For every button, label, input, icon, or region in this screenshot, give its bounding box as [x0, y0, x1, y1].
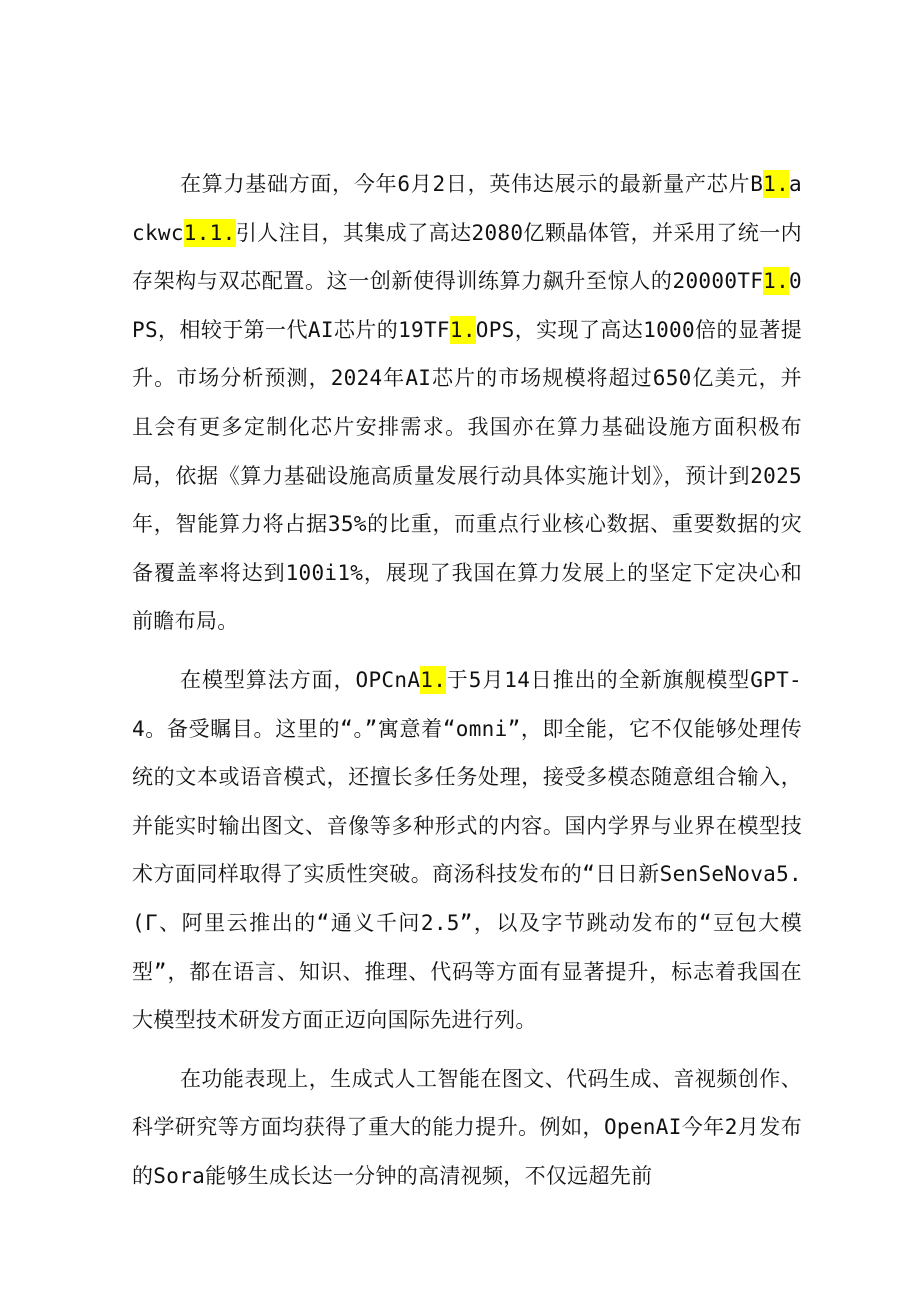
paragraph-model-algorithms — [132, 656, 802, 1045]
text-segment: OPS，实现了高达1000倍的显著提升。市场分析预测，2024年AI芯片的市场规模将超过650亿美元，并且会有更多定制化芯片安排需求。我国亦在算力基础设施方面积极布局，依据《算力基础设施高质量发展行动具体实施计划》，预计到2025年，智能算力将占据35%的比重，而重点行业核心数据、重要数据的灾备覆盖率将达到100i1%，展现了我国在算力发展上的坚定下定决心和前瞻布局。 — [132, 317, 802, 634]
text-segment: 于5月14日推出的全新旗舰模型GPT-4。备受瞩目。这里的“。”寓意着“omni”，即全能，它不仅能够处理传统的文本或语音模式，还擅长多任务处理，接受多模态随意组合输入，并能实时输出图文、音像等多种形式的内容。国内学界与业界在模型技术方面同样取得了实质性突破。商汤科技发布的“日日新SenSeNova5.(Γ、阿里云推出的“通义千问2.5”，以及字节跳动发布的“豆包大模型”，都在语言、知识、推理、代码等方面有显著提升，标志着我国在大模型技术研发方面正迈向国际先进行列。 — [132, 667, 802, 1033]
text-segment: 在算力基础方面，今年6月2日，英伟达展示的最新量产芯片B — [180, 172, 764, 196]
text-segment: ackwc — [132, 172, 802, 245]
text-segment: 在功能表现上，生成式人工智能在图文、代码生成、音视频创作、科学研究等方面均获得了重大的能力提升。例如，OpenAI今年2月发布的Sora能够生成长达一分钟的高清视频，不仅远超先前 — [132, 1066, 802, 1188]
paragraph-functional-performance — [132, 1055, 802, 1201]
highlighted-text: 1. — [763, 269, 790, 294]
highlighted-text: 1.1. — [183, 220, 236, 245]
text-segment: 在模型算法方面，OPCnA — [180, 667, 421, 692]
paragraph-computing-power — [132, 160, 802, 646]
text-segment: 0PS，相较于第一代AI芯片的19TF — [132, 269, 802, 342]
highlighted-text: 1. — [763, 172, 790, 196]
highlighted-text: 1. — [420, 667, 447, 692]
document-body — [132, 160, 802, 1200]
text-segment: 引人注目，其集成了高达2080亿颗晶体管，并采用了统一内存架构与双芯配置。这一创新使得训练算力飙升至惊人的20000TF — [132, 220, 802, 294]
highlighted-text: 1. — [449, 317, 476, 342]
